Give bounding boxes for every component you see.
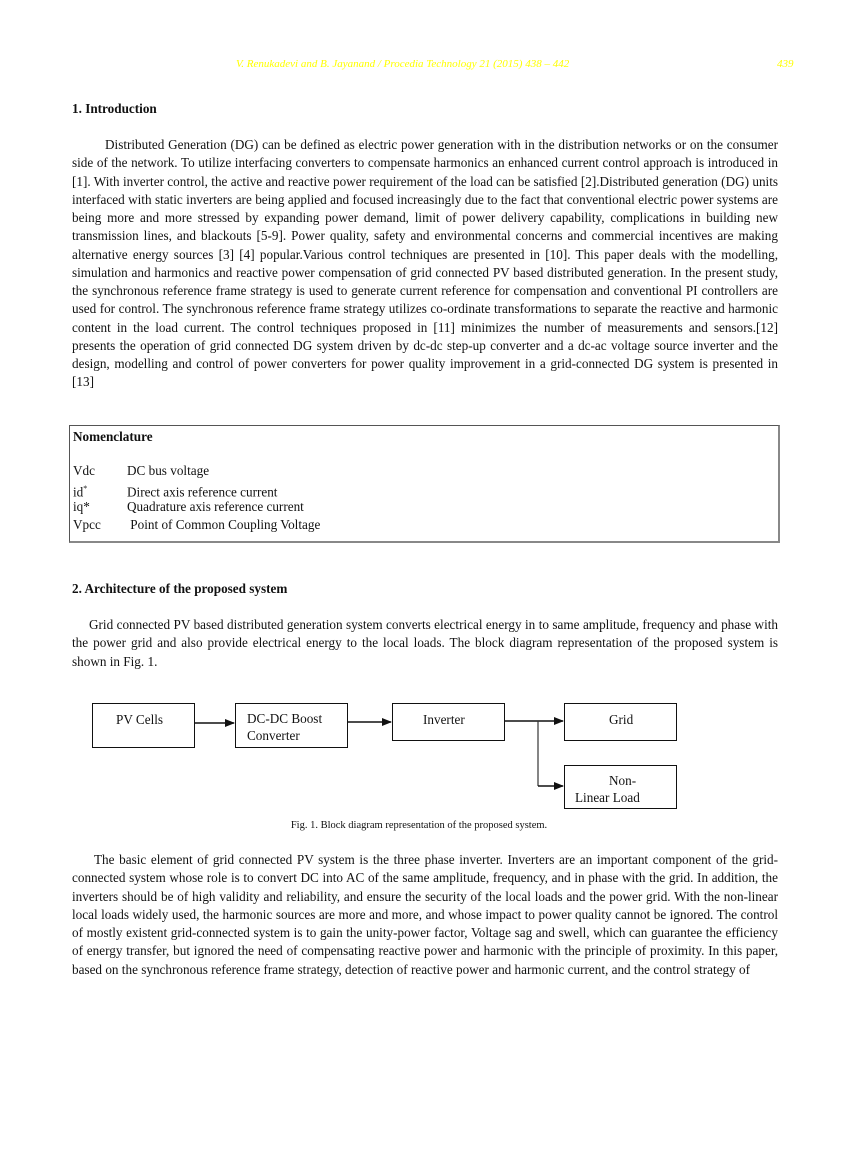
nomenclature-box: [69, 425, 780, 543]
running-head: [0, 58, 846, 72]
architecture-paragraph-1: Grid connected PV based distributed generation system converts electrical energy in to same amplitude, frequency and phase with the power grid and also provide electrical energy to the local loads. The block diagram representation of the proposed system is shown in Fig. 1.: [72, 617, 778, 669]
block-label: Inverter: [423, 712, 465, 727]
block-label: PV Cells: [116, 712, 164, 727]
nomenclature-symbol: id*: [73, 484, 88, 500]
nomenclature-description: Quadrature axis reference current: [127, 499, 304, 514]
nomenclature-description: Direct axis reference current: [127, 484, 278, 500]
block-label: DC-DC Boost: [247, 711, 323, 726]
block-label: Non-: [609, 773, 637, 788]
nomenclature-title: Nomenclature: [73, 429, 153, 444]
nomenclature-symbol: iq*: [73, 499, 90, 514]
block-dc-dc-boost-converter: [235, 703, 348, 748]
nomenclature-symbol: Vpcc: [73, 517, 101, 532]
figure-caption: Fig. 1. Block diagram representation of the proposed system.: [290, 820, 548, 831]
nomenclature-description: Point of Common Coupling Voltage: [127, 517, 321, 532]
block-label: Converter: [247, 728, 300, 743]
page-number: 439: [777, 58, 794, 70]
block-label: Linear Load: [575, 790, 640, 805]
block-grid: [564, 703, 677, 741]
section-title-architecture: 2. Architecture of the proposed system: [72, 581, 288, 596]
block-non-linear-load: [564, 765, 677, 809]
nomenclature-row: [73, 480, 277, 498]
architecture-paragraph-2: The basic element of grid connected PV system is the three phase inverter. Inverters are an important component of the grid-connected system whose role is to convert DC into AC of the same amplitude, frequency, and in phase with the grid. In addition, the inverters should be of high validity and reliability, and ensure the security of the local loads and the power grid. With the non-linear local loads widely used, the harmonic sources are more and more, and whose impact to power quality cannot be ignored. The control of mostly existent grid-connected system is to gain the unity-power factor, Voltage sag and swell, which can guarantee the efficiency of energy transfer, but ignored the need of compensating reactive power and harmonic with the principle of proximity. In this paper, based on the synchronous reference frame strategy, detection of reactive power and harmonic current, and the control strategy of: [72, 852, 778, 977]
nomenclature-symbol: Vdc: [73, 463, 95, 478]
block-label: Grid: [609, 712, 634, 727]
nomenclature-description: DC bus voltage: [127, 463, 210, 478]
block-pv-cells: [92, 703, 195, 748]
introduction-paragraph: Distributed Generation (DG) can be defined as electric power generation with in the distribution networks or on the consumer side of the network. To utilize interfacing converters to compensate harmonics an enhanced current control approach is introduced in [1]. With inverter control, the active and reactive power requirement of the load can be satisfied [2].Distributed generation (DG) units interfaced with static inverters are being applied and focused increasingly due to the fact that conventional electric power systems are being more and more stressed by expanding power demand, limit of power delivery capability, complications in building new transmission lines, and blackouts [5-9]. Power quality, safety and environmental concerns and commercial incentives are making alternative energy sources [3] [4] popular.Various control techniques are presented in [10]. This paper deals with the modelling, simulation and harmonics and reactive power compensation of grid connected PV based distributed generation. In the present study, the synchronous reference frame strategy is used to generate current reference for compensation and conventional PI controllers are used for control. The synchronous reference frame strategy utilizes co-ordinate transformations to separate the reactive and harmonic content in the load current. The control techniques proposed in [11] minimizes the number of measurements and sensors.[12] presents the operation of grid connected DG system driven by dc-dc step-up converter and a dc-ac voltage source inverter and the design, modelling and control of power converters for power quality improvement in a grid-connected DG system is presented in [13]: [72, 137, 778, 390]
block-inverter: [392, 703, 505, 741]
nomenclature-row: [73, 498, 304, 516]
journal-citation: V. Renukadevi and B. Jayanand / Procedia Technology 21 (2015) 438 – 442: [236, 58, 570, 70]
nomenclature-row: [73, 516, 320, 534]
section-title-introduction: 1. Introduction: [72, 101, 157, 116]
nomenclature-row: [73, 462, 209, 480]
